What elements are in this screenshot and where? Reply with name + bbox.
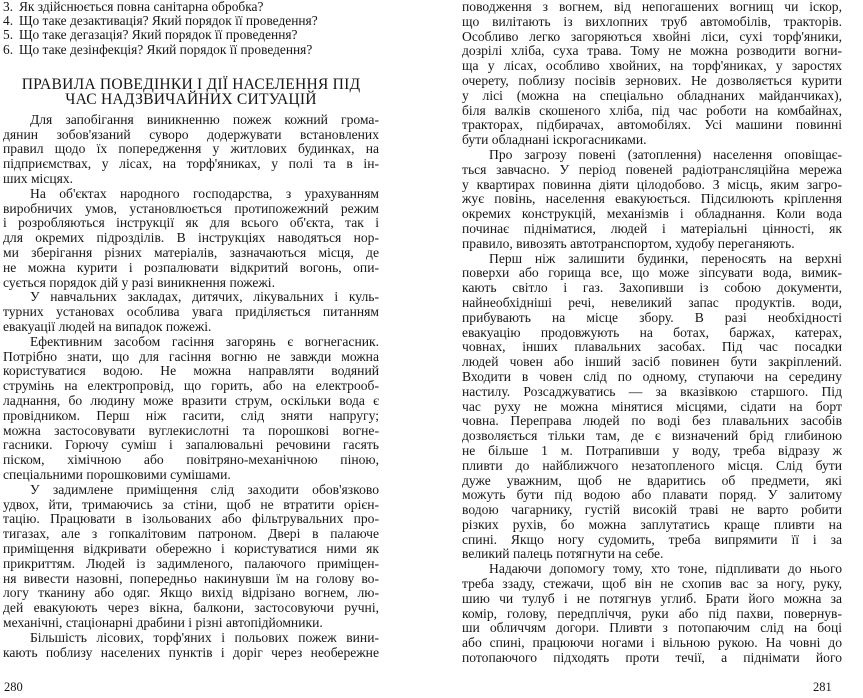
text-line: шию чи тулуб і не потягнув углиб. Брати його можна за (462, 591, 842, 606)
text-line: тигазах, але з гопкалітовим патроном. Двері в палаюче (3, 527, 379, 542)
paragraph (3, 290, 379, 334)
paragraph (462, 562, 842, 666)
text-line: жує повінь, населення евакуюється. Підсилюють кріплення (462, 192, 842, 207)
text-line: не можна курити і розпалювати відкритий вогонь, опи- (3, 260, 379, 275)
text-line: логу тканину або одяг. Якщо вихід відрізано вогнем, лю- (3, 586, 379, 601)
right-body-text (462, 0, 842, 666)
text-line: різких рухів, бо можна заплутатись краще пливти на (462, 517, 842, 532)
text-line: у квартирах повинна діяти цілодобово. З місць, яким загро- (462, 177, 842, 192)
text-line: прибувають на місце збору. В разі необхідності (462, 310, 842, 325)
text-line: турних установах особлива увага приділяється питанням (3, 305, 379, 320)
text-line: човнах, інших плавальних засобах. Під час посадки (462, 340, 842, 355)
text-line: водою чагарнику, густій високій траві не варто робити (462, 503, 842, 518)
text-line: підприємствах, у лісах, на торф'яниках, у полі та в ін- (3, 157, 379, 172)
text-line: найнеобхідніші речі, невеликий запас продуктів. води, (462, 295, 842, 310)
text-line: окремих конструкцій, механізмів і обладнання. Коли вода (462, 207, 842, 222)
text-line: великий палець потягнути на себе. (462, 547, 664, 562)
text-line: настилу. Розсаджуватись — за вказівкою старшого. Під (462, 384, 842, 399)
section-heading (3, 77, 379, 108)
paragraph (462, 0, 842, 148)
text-line: треба ззаду, стежачи, щоб він не схопив вас за ногу, руку, (462, 577, 842, 592)
question-text: Як здійснюється повна санітарна обробка? (19, 0, 264, 14)
text-line: комір, голову, передпліччя, руки або під пахви, повернув- (462, 606, 842, 621)
review-questions (3, 0, 379, 57)
text-line: поводження з вогнем, від непогашених вогнищ чи іскор, (462, 0, 842, 14)
text-line: дей евакуюють через вікна, балкони, застосовуючи ручні, (3, 601, 379, 616)
text-line: сується порядок дій у разі виникнення пожежі. (3, 275, 275, 290)
question-text: Що таке дезінфекція? Який порядок її проведення? (19, 41, 313, 57)
paragraph (462, 252, 842, 563)
text-line: кають світло і газ. Захопивши із собою документи, (462, 281, 842, 296)
left-body-text (3, 113, 379, 660)
text-line: виробничих умов, установлюється протипожежний режим (3, 201, 379, 216)
text-line: тацію. Працювати в ізольованих або фільтрувальних про- (3, 512, 379, 527)
text-line: дуже уважним, щоб не вдаритись об предмети, які (462, 473, 842, 488)
text-line: Перш ніж залишити будинки, переносять на верхні (489, 251, 842, 266)
text-line: піском, хімічною або повітряно-механічною піною, (3, 453, 379, 468)
text-line: біля валків скошеного хліба, під час роботи на комбайнах, (462, 103, 842, 118)
page-number-left: 280 (4, 680, 23, 694)
text-line: У навчальних закладах, дитячих, лікувальних і куль- (30, 290, 379, 305)
question-number: 6. (3, 41, 14, 57)
text-line: і розробляються інструкції як для всього об'єкта, так і (3, 216, 379, 231)
text-line: Для запобігання виникненню пожеж кожний грома- (30, 112, 379, 127)
text-line: Більшість лісових, торф'яних і польових пожеж вини- (30, 630, 379, 645)
text-line: кають поблизу населених пунктів і доріг через необережне (3, 645, 379, 660)
text-line: Надаючи допомогу тому, хто тоне, підпливати до нього (489, 562, 842, 577)
text-line: не більше 1 м. Потрапивши у воду, треба відразу ж (462, 443, 842, 458)
text-line: гасники. Горючу суміш і запалювальні речовини гасять (3, 438, 379, 453)
text-line: Потрібно знати, що для гасіння вогню не завжди можна (3, 349, 379, 364)
paragraph (3, 631, 379, 661)
text-line: що вилітають із вихлопних труб автомобілів, тракторів. (462, 14, 842, 29)
text-line: човна. Переправа людей по воді без плавальних засобів (462, 414, 842, 429)
text-line: дозволяється тільки там, де є визначений брід глибиною (462, 429, 842, 444)
left-text-column (3, 0, 379, 660)
text-line: спеціальними порошковими сумішами. (3, 467, 231, 482)
text-line: або спині, працюючи ногами і вільною рукою. На човні до (462, 636, 842, 651)
heading-line: ЧАС НАДЗВИЧАЙНИХ СИТУАЦІЙ (65, 91, 317, 109)
text-line: спині. Якщо ногу судомить, треба випрямити її і за (462, 532, 842, 547)
paragraph (3, 483, 379, 631)
question-text: Що таке дезактивація? Який порядок її проведення? (19, 13, 318, 29)
text-line: поверхи або горища все, що може зіпсувати вода, вимик- (462, 266, 842, 281)
text-line: людей човен або інший засіб повинен бути закріплений. (462, 355, 842, 370)
text-line: пливти до найближчого незатопленого місця. Слід бути (462, 458, 842, 473)
question-item (3, 28, 379, 42)
text-line: евакуації людей на випадок пожежі. (3, 319, 212, 334)
question-number: 5. (3, 27, 14, 43)
question-number: 4. (3, 13, 14, 29)
text-line: ми зберігання різних матеріалів, зазначаються місця, де (3, 245, 379, 260)
right-text-column (462, 0, 842, 666)
text-line: ться завчасно. У період повеней радіотрансляційна мережа (462, 162, 842, 177)
text-line: дозрілі хліба, суха трава. Тому не можна розводити вогни- (462, 44, 842, 59)
text-line: прикриттям. Людей із задимленого, палаючого приміщен- (3, 556, 379, 571)
page-number-right: 281 (813, 680, 832, 694)
question-item (3, 14, 379, 28)
text-line: Входити в човен слід по одному, ступаючи на середину (462, 369, 842, 384)
text-line: провідником. Перш ніж гасити, слід зняти напругу; (3, 408, 379, 423)
text-line: користуватися водою. Не можна направляти водяний (3, 364, 379, 379)
text-line: Особливо легко загоряються хвойні ліси, сухі торф'яники, (462, 29, 842, 44)
text-line: Про загрозу повені (затоплення) населення оповіщає- (489, 147, 842, 162)
paragraph (3, 187, 379, 291)
text-line: починає підніматися, людей і матеріальні цінності, як (462, 221, 842, 236)
text-line: тракторах, підбирачах, автомобілях. Усі машини повинні (462, 118, 842, 133)
text-line: бути обладнані іскрогасниками. (462, 133, 647, 148)
text-line: ших місцях. (3, 172, 74, 186)
question-text: Що таке дегазація? Який порядок її проведення? (19, 27, 298, 43)
text-line: у лісі (можна на спеціально обладнаних майданчиках), (462, 88, 842, 103)
paragraph (3, 113, 379, 187)
text-line: ня вивести назовні, попередньо накинувши їм на голову во- (3, 571, 379, 586)
question-item (3, 43, 379, 57)
text-line: приміщення відкривати обережно і користуватися ними як (3, 541, 379, 556)
text-line: правил щодо їх попередження у житлових будинках, на (3, 142, 379, 157)
text-line: ши обличчям догори. Пливти з потопаючим слід на боці (462, 621, 842, 636)
text-line: евакуацію продовжують на ботах, баржах, катерах, (462, 325, 842, 340)
text-line: удвох, йти, тримаючись за стіни, щоб не втратити орієн- (3, 497, 379, 512)
text-line: для окремих підрозділів. В інструкціях наводяться нор- (3, 231, 379, 246)
question-number: 3. (3, 0, 14, 14)
paragraph (3, 335, 379, 483)
text-line: потопаючого підходять проти течії, а піднімати його (462, 651, 842, 666)
text-line: Ефективним засобом гасіння загорянь є вогнегасник. (30, 334, 379, 349)
text-line: ладнання, бо людину може вразити струм, оскільки вода є (3, 393, 379, 408)
text-line: очерету, поблизу посівів зернових. Не дозволяється курити (462, 73, 842, 88)
text-line: можна застосовувати вуглекислотні та порошкові вогне- (3, 423, 379, 438)
heading-line: ПРАВИЛА ПОВЕДІНКИ І ДІЇ НАСЕЛЕННЯ ПІД (21, 75, 361, 93)
question-item (3, 0, 379, 14)
text-line: правило, вивозять автотранспортом, худобу переганяють. (462, 236, 795, 251)
text-line: струмінь на електропровід, що горить, або на електрооб- (3, 379, 379, 394)
text-line: можуть бути під водою або плавати поряд. У залитому (462, 488, 842, 503)
text-line: механічні, стаціонарні драбини і різні автопідйомники. (3, 615, 323, 630)
text-line: ща у лісах, особливо хвойних, на торф'яниках, у заростях (462, 59, 842, 74)
text-line: На об'єктах народного господарства, з урахуванням (30, 186, 379, 201)
text-line: час руху не можна мінятися місцями, сідати на борт (462, 399, 842, 414)
text-line: У задимлене приміщення слід заходити обов'язково (30, 482, 379, 497)
text-line: дянин зобов'язаний суворо додержувати встановлених (3, 127, 379, 142)
paragraph (462, 148, 842, 252)
